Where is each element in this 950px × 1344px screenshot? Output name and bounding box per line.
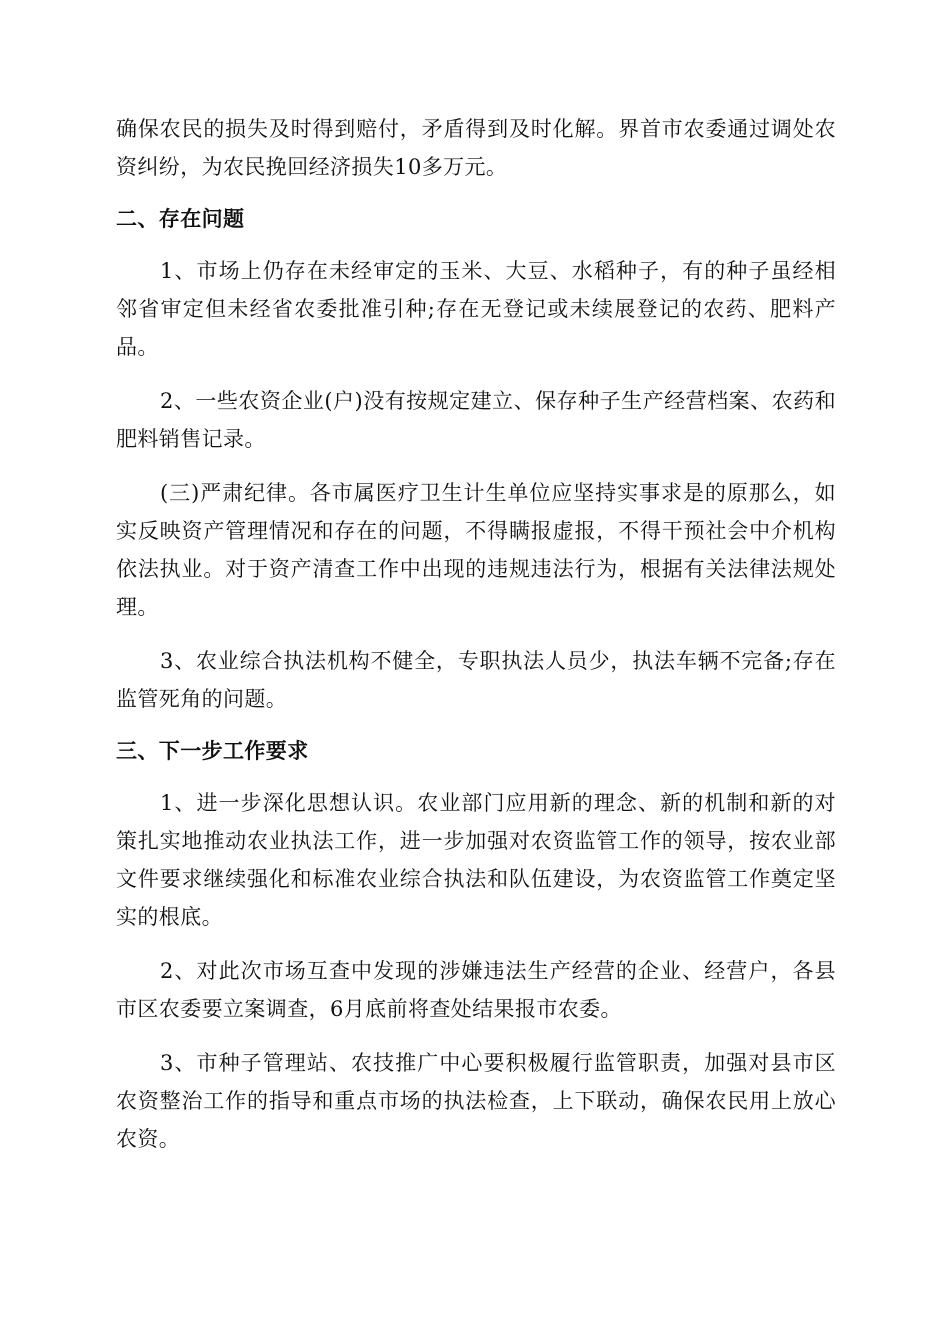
paragraph-requirement-1: 1、进一步深化思想认识。农业部门应用新的理念、新的机制和新的对策扎实地推动农业执法工作，进一步加强对农资监管工作的领导，按农业部文件要求继续强化和标准农业综合执法和队伍建设，为农资监管工作奠定坚实的根底。 <box>116 791 836 929</box>
section-heading-next-steps: 三、下一步工作要求 <box>116 738 309 763</box>
paragraph-requirement-3: 3、市种子管理站、农技推广中心要积极履行监管职责，加强对县市区农资整治工作的指导和重点市场的执法检查，上下联动，确保农民用上放心农资。 <box>116 1051 836 1151</box>
document-page <box>116 110 836 1158</box>
section-heading-problems: 二、存在问题 <box>116 206 245 231</box>
paragraph-issue-3: 3、农业综合执法机构不健全，专职执法人员少，执法车辆不完备;存在监管死角的问题。 <box>116 649 836 711</box>
paragraph-issue-1: 1、市场上仍存在未经审定的玉米、大豆、水稻种子，有的种子虽经相邻省审定但未经省农委批准引种;存在无登记或未续展登记的农药、肥料产品。 <box>116 259 836 359</box>
paragraph-issue-2: 2、一些农资企业(户)没有按规定建立、保存种子生产经营档案、农药和肥料销售记录。 <box>116 389 836 451</box>
paragraph-requirement-2: 2、对此次市场互查中发现的涉嫌违法生产经营的企业、经营户，各县市区农委要立案调查，6月底前将查处结果报市农委。 <box>116 959 836 1021</box>
paragraph-discipline: (三)严肃纪律。各市属医疗卫生计生单位应坚持实事求是的原那么，如实反映资产管理情况和存在的问题，不得瞒报虚报，不得干预社会中介机构依法执业。对于资产清查工作中出现的违规违法行为，根据有关法律法规处理。 <box>116 481 836 619</box>
paragraph-continuation: 确保农民的损失及时得到赔付，矛盾得到及时化解。界首市农委通过调处农资纠纷，为农民挽回经济损失10多万元。 <box>116 117 836 179</box>
